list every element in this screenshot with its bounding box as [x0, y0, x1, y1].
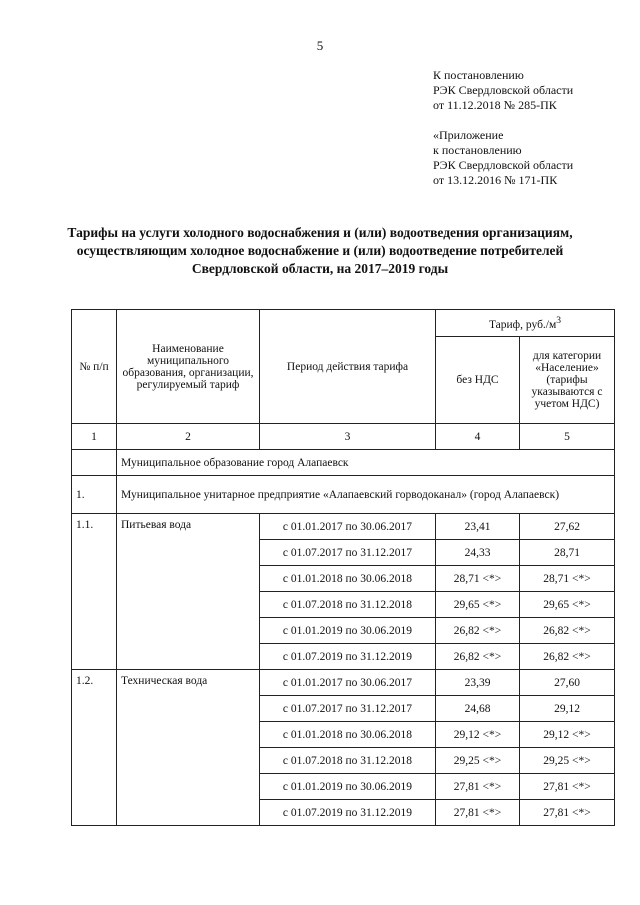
period-cell: с 01.07.2018 по 31.12.2018	[260, 748, 436, 774]
reference-block-resolution: К постановлению РЭК Свердловской области от 11.12.2018 № 285-ПК	[433, 68, 574, 112]
header-name: Наименование муниципального образования, организации, регулируемый тариф	[117, 310, 260, 424]
period-cell: с 01.07.2017 по 31.12.2017	[260, 696, 436, 722]
tariff-population: 28,71 <*>	[520, 566, 615, 592]
tariff-population: 29,25 <*>	[520, 748, 615, 774]
group-name: Техническая вода	[117, 670, 260, 826]
tariff-population: 27,60	[520, 670, 615, 696]
tariff-without-vat: 24,33	[436, 540, 520, 566]
tariff-without-vat: 29,65 <*>	[436, 592, 520, 618]
column-number: 3	[260, 424, 436, 450]
table-row	[72, 670, 615, 696]
tariff-population: 29,65 <*>	[520, 592, 615, 618]
column-number: 4	[436, 424, 520, 450]
organization-num: 1.	[72, 476, 117, 514]
period-cell: с 01.01.2019 по 30.06.2019	[260, 618, 436, 644]
period-cell: с 01.07.2019 по 31.12.2019	[260, 800, 436, 826]
period-cell: с 01.01.2018 по 30.06.2018	[260, 722, 436, 748]
header-tariff-group	[436, 310, 615, 337]
header-tariff-sup: 3	[556, 315, 562, 327]
tariff-without-vat: 24,68	[436, 696, 520, 722]
table-row	[72, 514, 615, 540]
header-tariff-label: Тариф, руб./м	[488, 318, 557, 331]
tariff-population: 29,12 <*>	[520, 722, 615, 748]
tariff-without-vat: 27,81 <*>	[436, 774, 520, 800]
header-population: для категории «Население» (тарифы указываются с учетом НДС)	[520, 337, 615, 424]
tariff-without-vat: 23,41	[436, 514, 520, 540]
header-period: Период действия тарифа	[260, 310, 436, 424]
page-number: 5	[316, 38, 324, 53]
tariff-population: 27,81 <*>	[520, 774, 615, 800]
municipality-row: Муниципальное образование город Алапаевск	[117, 450, 615, 476]
header-num: № п/п	[72, 310, 117, 424]
group-num: 1.2.	[72, 670, 117, 826]
tariff-population: 28,71	[520, 540, 615, 566]
reference-block-appendix: «Приложение к постановлению РЭК Свердловской области от 13.12.2016 № 171-ПК	[433, 128, 574, 187]
tariff-population: 26,82 <*>	[520, 644, 615, 670]
period-cell: с 01.07.2017 по 31.12.2017	[260, 540, 436, 566]
organization-name: Муниципальное унитарное предприятие «Алапаевский горводоканал» (город Алапаевск)	[117, 476, 615, 514]
period-cell: с 01.01.2017 по 30.06.2017	[260, 670, 436, 696]
group-name: Питьевая вода	[117, 514, 260, 670]
tariff-population: 29,12	[520, 696, 615, 722]
period-cell: с 01.07.2019 по 31.12.2019	[260, 644, 436, 670]
period-cell: с 01.01.2017 по 30.06.2017	[260, 514, 436, 540]
tariff-without-vat: 26,82 <*>	[436, 618, 520, 644]
group-num: 1.1.	[72, 514, 117, 670]
period-cell: с 01.07.2018 по 31.12.2018	[260, 592, 436, 618]
tariff-population: 27,62	[520, 514, 615, 540]
tariff-without-vat: 23,39	[436, 670, 520, 696]
column-number: 2	[117, 424, 260, 450]
tariff-population: 26,82 <*>	[520, 618, 615, 644]
column-number: 5	[520, 424, 615, 450]
tariff-without-vat: 27,81 <*>	[436, 800, 520, 826]
period-cell: с 01.01.2019 по 30.06.2019	[260, 774, 436, 800]
tariff-table	[71, 309, 615, 826]
column-number: 1	[72, 424, 117, 450]
tariff-without-vat: 29,12 <*>	[436, 722, 520, 748]
period-cell: с 01.01.2018 по 30.06.2018	[260, 566, 436, 592]
tariff-population: 27,81 <*>	[520, 800, 615, 826]
empty-cell	[72, 450, 117, 476]
document-title: Тарифы на услуги холодного водоснабжения и (или) водоотведения организациям, осуществляющим холодное водоснабжение и (или) водоотведение потребителей Свердловской области, на 2017–2019 годы	[67, 225, 573, 276]
tariff-without-vat: 28,71 <*>	[436, 566, 520, 592]
header-without-vat: без НДС	[436, 337, 520, 424]
tariff-without-vat: 26,82 <*>	[436, 644, 520, 670]
tariff-without-vat: 29,25 <*>	[436, 748, 520, 774]
